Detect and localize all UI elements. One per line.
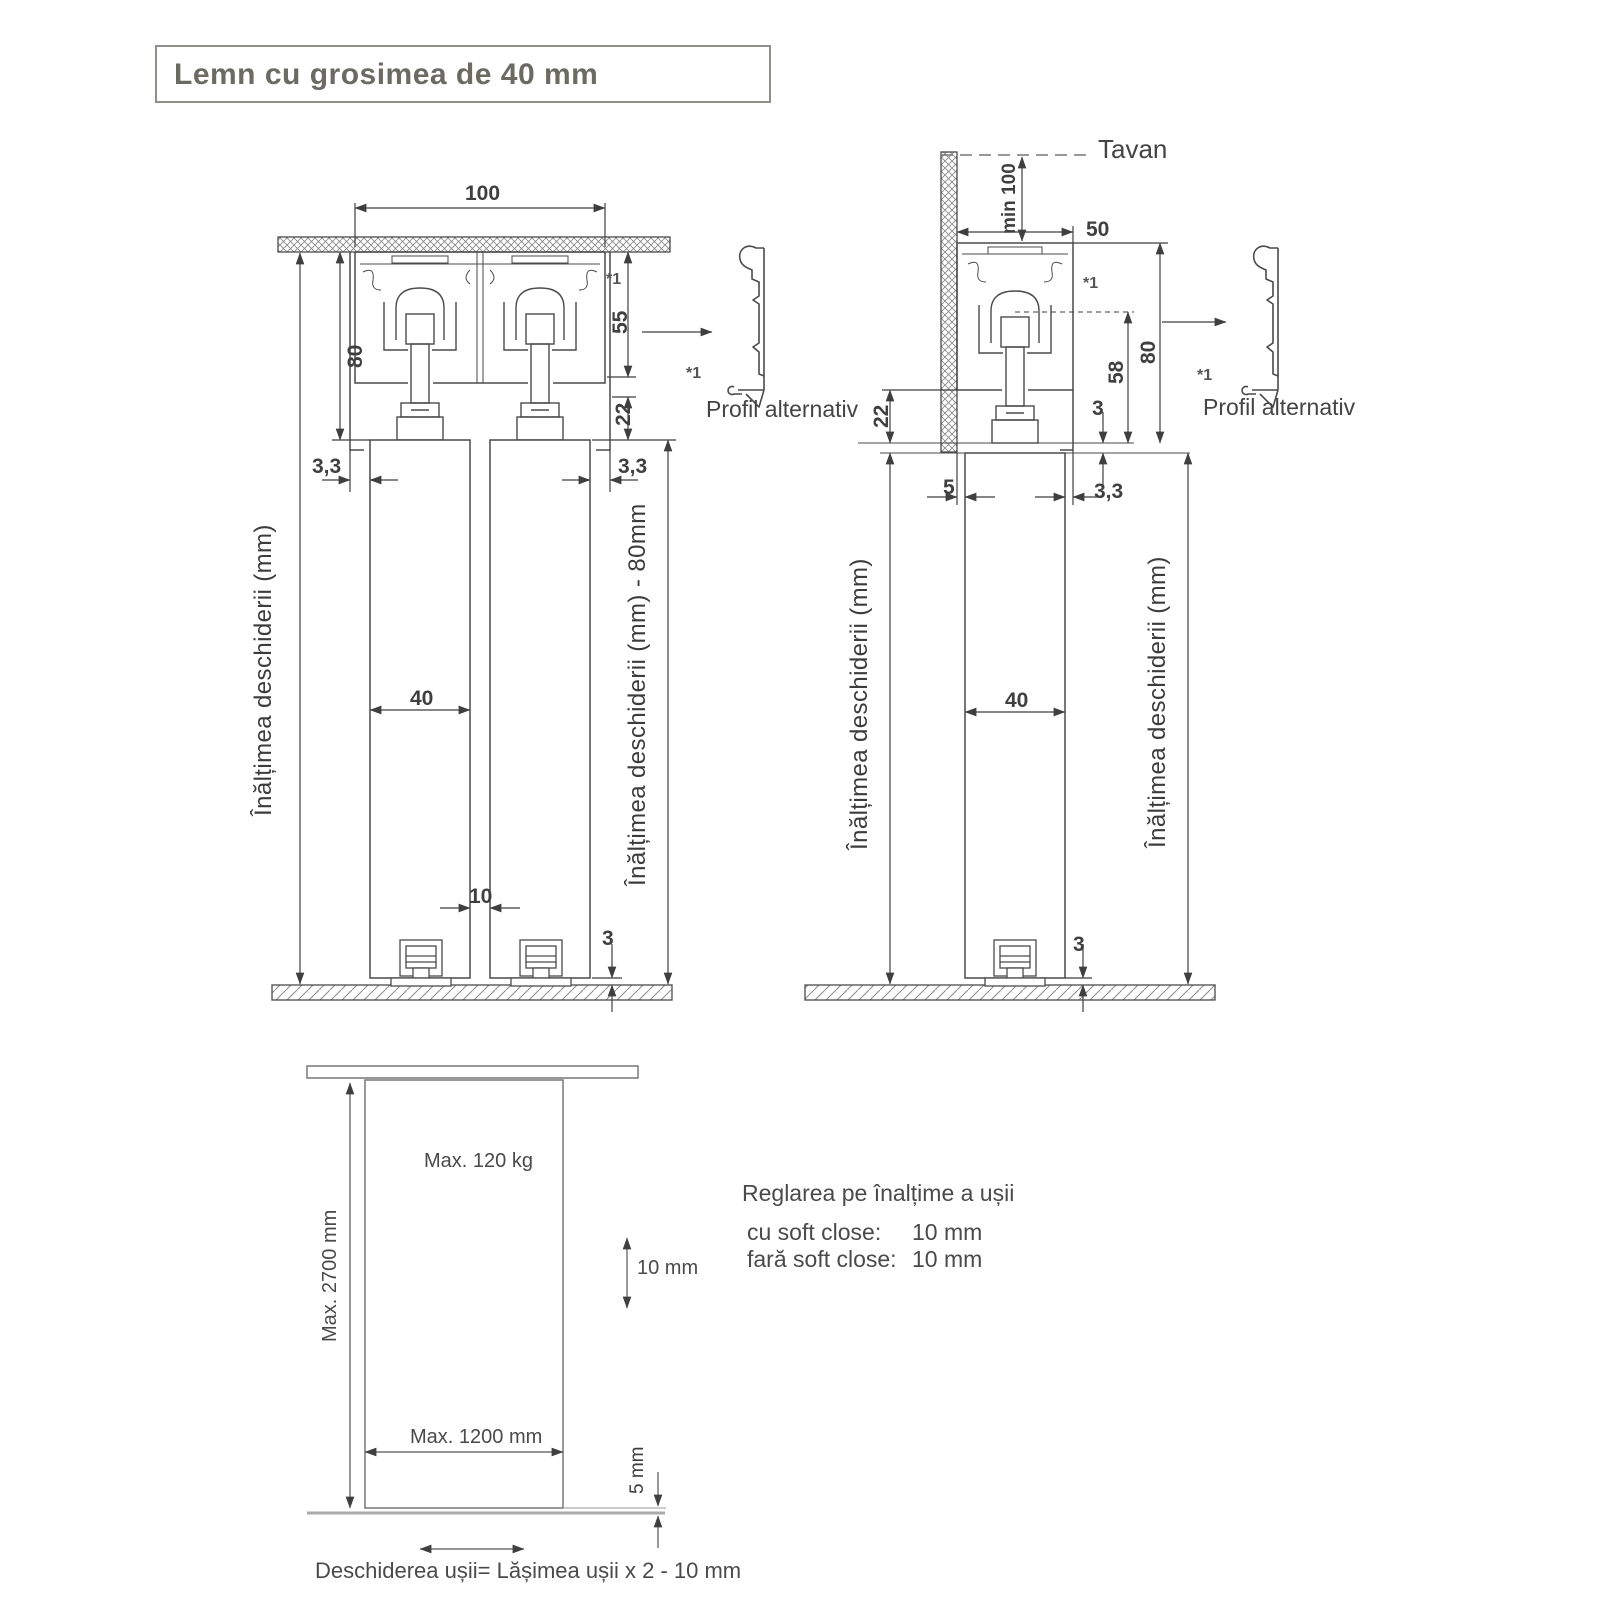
adjustment-row-value: 10 mm: [912, 1246, 983, 1272]
dim-label-3-left: 3: [602, 927, 614, 950]
dim-label-58: 58: [1105, 360, 1128, 384]
right-roller: [979, 291, 1051, 443]
right-wall-hatch: [941, 152, 957, 452]
profile-caption-left: Profil alternativ: [706, 396, 859, 422]
left-section-double-track: [272, 203, 764, 1012]
dim-label-33-right: 3,3: [618, 455, 648, 478]
dim-label-55: 55: [609, 310, 632, 334]
adjustment-row-label: cu soft close:: [747, 1219, 882, 1245]
right-floor-guide: [985, 940, 1045, 986]
bottom-track-bar: [307, 1066, 638, 1078]
left-ceiling-hatch: [278, 237, 670, 252]
max-height-label: Max. 2700 mm: [319, 1209, 341, 1342]
opening-height-label-left: Înălțimea deschiderii (mm): [250, 524, 277, 816]
left-track-profile: [350, 252, 610, 450]
title-box: [155, 45, 771, 103]
dim-label-33-left: 3,3: [312, 455, 342, 478]
dim-label-80-right: 80: [1137, 340, 1160, 364]
adjustment-title: Reglarea pe înalțime a ușii: [742, 1180, 1015, 1206]
opening-height-minus80-label: Înălțimea deschiderii (mm) - 80mm: [624, 503, 651, 886]
right-door-panel: [965, 453, 1065, 978]
left-roller-1: [384, 288, 456, 440]
right-section-single-track: [805, 152, 1278, 1012]
dim-label-40-right: 40: [1005, 689, 1029, 712]
left-floor-guide-2: [511, 940, 571, 986]
dim-label-3-bottom: 3: [1073, 933, 1085, 956]
note-ref-track-right: *1: [1083, 275, 1099, 292]
dim-label-5: 5: [943, 476, 955, 499]
max-weight-label: Max. 120 kg: [424, 1150, 533, 1172]
dim-label-22-right: 22: [870, 404, 893, 428]
height-adjustment-label: 10 mm: [637, 1257, 699, 1279]
dim-label-min100: min 100: [999, 163, 1020, 234]
bottom-elevation: [307, 1066, 666, 1549]
max-width-label: Max. 1200 mm: [410, 1426, 543, 1448]
opening-formula: Deschiderea ușii= Lășimea ușii x 2 - 10 mm: [315, 1558, 742, 1583]
note-ref-track-left: *1: [606, 271, 622, 288]
adjustment-row-value: 10 mm: [912, 1219, 983, 1245]
floor-clearance-label: 5 mm: [627, 1446, 648, 1494]
note-ref-profile-right: *1: [1197, 367, 1213, 384]
left-floor-guide-1: [391, 940, 451, 986]
dim-label-80-left: 80: [344, 344, 367, 368]
dim-label-100: 100: [465, 182, 501, 205]
dim-label-10: 10: [469, 885, 493, 908]
left-roller-2: [504, 288, 576, 440]
dim-label-3-top: 3: [1092, 397, 1104, 420]
profile-caption-right: Profil alternativ: [1203, 394, 1356, 420]
note-ref-profile-left: *1: [686, 365, 702, 382]
left-door-panel-2: [490, 440, 590, 978]
dim-label-22-left: 22: [612, 402, 635, 426]
right-floor-hatch: [805, 985, 1215, 1000]
dim-label-40-left: 40: [410, 687, 434, 710]
left-alt-profile-shape: [728, 246, 764, 407]
page-title: Lemn cu grosimea de 40 mm: [174, 58, 599, 91]
dim-label-50: 50: [1086, 218, 1110, 241]
ceiling-label: Tavan: [1098, 134, 1168, 164]
opening-height-label-right2: Înălțimea deschiderii (mm): [1144, 556, 1171, 848]
adjustment-row-label: fară soft close:: [747, 1246, 897, 1272]
dim-label-33-right2: 3,3: [1094, 480, 1124, 503]
right-alt-profile-shape: [1242, 246, 1278, 407]
opening-height-label-right1: Înălțimea deschiderii (mm): [846, 558, 873, 850]
